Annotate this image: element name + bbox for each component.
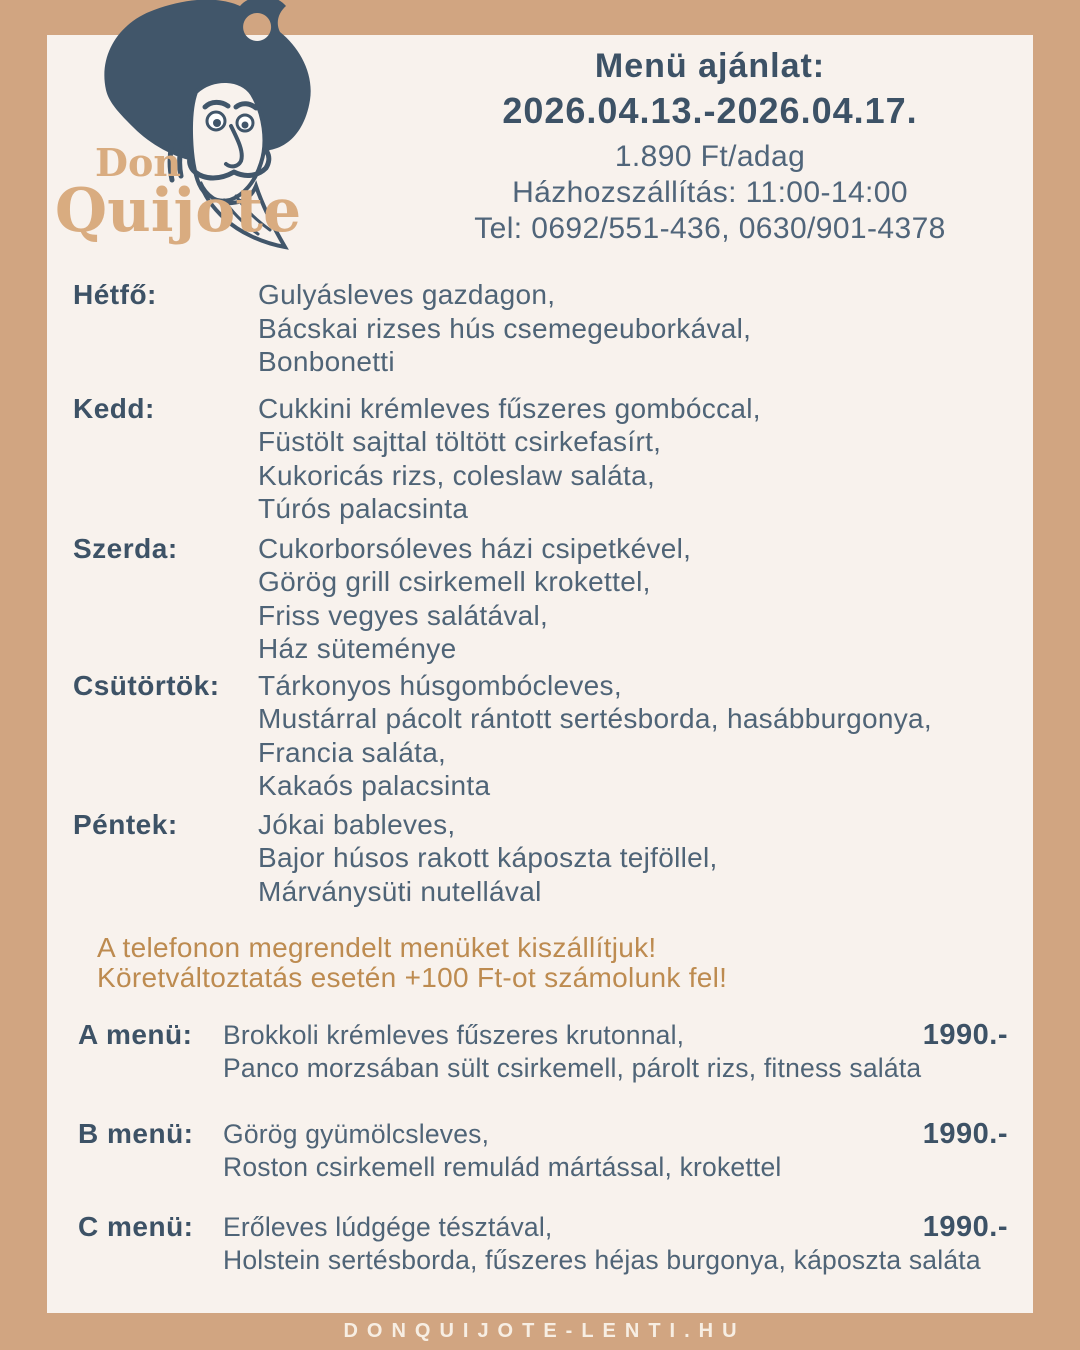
- day-row-monday: [73, 278, 1013, 379]
- menu-offer-title: Menü ajánlat:: [594, 47, 826, 85]
- menu-item: Kakaós palacsinta: [258, 770, 491, 801]
- menu-item: Bajor húsos rakott káposzta tejföllel,: [258, 842, 718, 873]
- menu-item: Kukoricás rizs, coleslaw saláta,: [258, 459, 656, 491]
- brand-word-quijote: Quijote: [54, 176, 302, 246]
- menu-item: Holstein sertésborda, fűszeres héjas burgonya, káposzta saláta: [223, 1244, 981, 1275]
- day-label: Kedd:: [73, 392, 155, 424]
- website-url: DONQUIJOTE-LENTI.HU: [343, 1320, 746, 1342]
- day-row-wednesday: [73, 532, 1013, 666]
- weekly-menu: [73, 278, 1013, 908]
- menu-c-label: C menü:: [78, 1211, 194, 1242]
- menu-b-label: B menü:: [78, 1118, 194, 1149]
- delivery-notice: [97, 933, 727, 993]
- brand-word-don: Don: [95, 140, 181, 185]
- day-row-friday: [73, 808, 1013, 909]
- menu-item: Francia saláta,: [258, 736, 447, 768]
- day-row-thursday: [73, 669, 1013, 803]
- header-block: [400, 44, 1020, 247]
- menu-c-row: [78, 1211, 1008, 1276]
- menu-item: Jókai bableves,: [258, 808, 456, 840]
- notice-line: A telefonon megrendelt menüket kiszállítjuk!: [97, 932, 657, 963]
- menu-item: Mustárral pácolt rántott sertésborda, hasábburgonya,: [258, 703, 932, 734]
- menu-item: Brokkoli krémleves fűszeres krutonnal,: [223, 1020, 685, 1050]
- menu-c-price: 1990.-: [913, 1211, 1008, 1244]
- menu-item: Füstölt sajttal töltött csirkefasírt,: [258, 426, 662, 457]
- menu-a-row: [78, 1019, 1008, 1084]
- menu-item: Gulyásleves gazdagon,: [258, 279, 556, 310]
- menu-item: Roston csirkemell remulád mártással, krokettel: [223, 1151, 782, 1182]
- menu-item: Ház süteménye: [258, 633, 457, 664]
- menu-item: Friss vegyes salátával,: [258, 599, 549, 631]
- price-per-serving: 1.890 Ft/adag: [614, 140, 806, 173]
- menu-item: Görög gyümölcsleves,: [223, 1119, 490, 1149]
- menu-item: Panco morzsában sült csirkemell, párolt rizs, fitness saláta: [223, 1052, 922, 1083]
- menu-item: Erőleves lúdgége tésztával,: [223, 1212, 553, 1242]
- delivery-hours: Házhozszállítás: 11:00-14:00: [512, 176, 908, 209]
- day-label: Csütörtök:: [73, 669, 220, 701]
- phone-numbers: Tel: 0692/551-436, 0630/901-4378: [474, 212, 946, 245]
- footer-bar: [0, 1313, 1080, 1350]
- menu-item: Tárkonyos húsgombócleves,: [258, 669, 622, 701]
- date-range: 2026.04.13.-2026.04.17.: [502, 90, 918, 131]
- notice-line: Köretváltoztatás esetén +100 Ft-ot számolunk fel!: [97, 962, 728, 993]
- menu-item: Túrós palacsinta: [258, 493, 469, 524]
- menu-item: Cukkini krémleves fűszeres gombóccal,: [258, 392, 761, 424]
- menu-item: Cukorborsóleves házi csipetkével,: [258, 532, 692, 564]
- menu-item: Görög grill csirkemell krokettel,: [258, 566, 651, 597]
- menu-a-label: A menü:: [78, 1019, 193, 1050]
- menu-b-price: 1990.-: [913, 1118, 1008, 1151]
- day-label: Hétfő:: [73, 279, 157, 310]
- fixed-menus: [78, 1019, 1008, 1276]
- menu-item: Márványsüti nutellával: [258, 875, 542, 907]
- don-quijote-logo: [48, 0, 348, 262]
- day-label: Szerda:: [73, 532, 178, 564]
- day-row-tuesday: [73, 392, 1013, 526]
- day-label: Péntek:: [73, 808, 178, 840]
- menu-item: Bonbonetti: [258, 346, 395, 377]
- menu-b-row: [78, 1118, 1008, 1183]
- menu-item: Bácskai rizses hús csemegeuborkával,: [258, 312, 752, 344]
- menu-a-price: 1990.-: [913, 1019, 1008, 1052]
